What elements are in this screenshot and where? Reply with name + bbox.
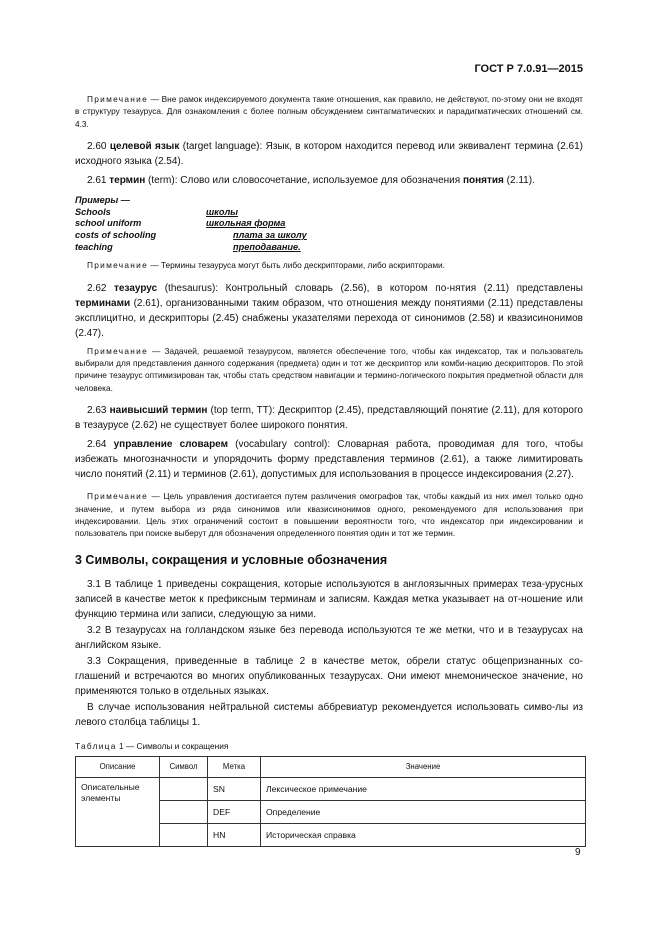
term-definition: (vocabulary control): Словарная работа, проводимая для того, чтобы избежать многозначности и упорядочить форму представления терминов (2.61), а также лимитировать число понятий (2.11) и терминов (2.61), допустимых для использования в процессе индексирования (2.27). (75, 439, 584, 481)
meaning-cell: Лексическое примечание (261, 777, 586, 800)
examples-heading: Примеры — (75, 195, 130, 206)
term-2-64 (75, 437, 583, 482)
note-text: — Цель управления достигается путем различения омографов так, чтобы каждый из них имел только одно значение, и путем выбора из ряда синонимов или квазисинонимов одного, рекомендуемого для использования при индексировании. Цель этих ограничений состоит в повышении вероятности того, что индексатор при индексировании и пользователь при поиске выберут для обозначения определенного понятия один и тот же термин. (75, 491, 583, 539)
term-definition: (top term, TT): Дескриптор (2.45), представляющий понятие (2.11), для которого в тезаурусе (2.62) не существует более широкого понятия. (75, 405, 583, 432)
term-name: целевой язык (109, 141, 180, 153)
symbol-cell (160, 777, 208, 800)
example-ru: школы (206, 206, 238, 217)
term-2-61 (75, 173, 583, 188)
example-en: Schools (75, 206, 111, 217)
note-text: — Задачей, решаемой тезаурусом, является обеспечение того, чтобы как индексатор, так и пользователь выбирали для представления данного содержания (предмета) один и тот же дескриптор или комби-нацию дескрипторов. По этой причине тезаурус оптимизирован так, чтобы стать средством навигации и термино-логического покрытия предметной области для человека. (75, 345, 583, 393)
label-cell: SN (208, 777, 261, 800)
term-2-60 (75, 139, 583, 169)
column-header: Символ (160, 756, 208, 777)
paragraph-neutral: В случае использования нейтральной системы аббревиатур рекомендуется использовать симво-лы из левого столбца таблицы 1. (75, 701, 583, 728)
example-en: teaching (75, 241, 113, 252)
term-name: управление словарем (113, 439, 229, 451)
note-vocabulary-control (75, 490, 583, 540)
table-caption (75, 741, 583, 751)
example-row (75, 242, 583, 254)
example-ru: плата за школу (233, 230, 307, 240)
term-number: 2.61 (87, 175, 107, 187)
note-label: Примечание (87, 491, 149, 502)
page-content (75, 93, 583, 847)
page-number: 9 (575, 847, 581, 858)
note-thesaurus (75, 345, 583, 395)
column-header: Значение (261, 756, 586, 777)
example-en: costs of schooling (75, 230, 157, 240)
term-name: тезаурус (114, 282, 158, 294)
group-cell: Описательные элементы (76, 777, 160, 846)
term-reference: понятия (462, 175, 504, 187)
note-label: Примечание (87, 260, 149, 271)
term-definition-end: (2.11). (503, 175, 535, 187)
note-text: — Термины тезауруса могут быть либо дескрипторами, либо аскрипторами. (148, 260, 445, 271)
term-definition: (thesaurus): Контрольный словарь (2.56), в котором по-нятия (2.11) представлены (157, 282, 583, 294)
example-row (75, 207, 583, 219)
term-number: 2.60 (87, 141, 107, 153)
term-number: 2.62 (87, 282, 107, 294)
term-name: наивысший термин (109, 405, 208, 417)
caption-label: Таблица (75, 740, 117, 751)
caption-text: 1 — Символы и сокращения (116, 740, 229, 751)
label-cell: HN (208, 823, 261, 846)
example-ru: преподавание. (233, 241, 301, 252)
term-definition: (term): Слово или словосочетание, используемое для обозначения (145, 175, 463, 187)
note-relations (75, 93, 583, 130)
paragraph-3-2: 3.2 В тезаурусах на голландском языке без перевода используются те же метки, что и в тезаурусах на английском языке. (75, 624, 583, 651)
document-code: ГОСТ Р 7.0.91—2015 (474, 63, 583, 75)
table-row (76, 777, 586, 800)
example-ru: школьная форма (206, 218, 286, 229)
examples-heading-row (75, 195, 583, 207)
column-header: Метка (208, 756, 261, 777)
term-reference: терминами (75, 297, 131, 309)
meaning-cell: Определение (261, 800, 586, 823)
term-2-63 (75, 403, 583, 433)
column-header: Описание (76, 756, 160, 777)
note-label: Примечание (87, 345, 149, 356)
term-name: термин (109, 175, 146, 187)
paragraph-3-3: 3.3 Сокращения, приведенные в таблице 2 в качестве меток, обрели статус общепризнанных со-глашений и встречаются во многих опубликованных тезаурусах. Они имеют мнемоническое значение, но применяются только в отдельных языках. (75, 655, 583, 697)
symbols-table (75, 756, 586, 847)
example-row (75, 218, 583, 230)
paragraph-3-1: 3.1 В таблице 1 приведены сокращения, которые используются в англоязычных примерах теза-урусных записей в качестве меток к префиксным терминам и записям. Каждая метка указывает на от-ношение или функцию термина или записи, следующую за ними. (75, 578, 583, 620)
symbol-cell (160, 800, 208, 823)
term-definition: (target language): Язык, в котором находится перевод или эквивалент термина (2.61) исходного языка (2.54). (75, 141, 583, 168)
term-definition-end: (2.61), организованными таким образом, что отношения между понятиями (2.11) представлены эксплицитно, и дескрипторы (2.45) снабжены указателями перехода от синонимов (2.58) и квазисинонимов (2.47). (75, 297, 583, 339)
term-number: 2.63 (87, 405, 107, 417)
symbol-cell (160, 823, 208, 846)
table-header-row (76, 756, 586, 777)
meaning-cell: Историческая справка (261, 823, 586, 846)
example-row (75, 230, 583, 242)
note-label: Примечание (87, 94, 149, 104)
examples-block (75, 195, 583, 253)
term-number: 2.64 (87, 439, 107, 451)
note-terms (75, 259, 583, 271)
example-en: school uniform (75, 218, 142, 229)
note-text: — Вне рамок индексируемого документа такие отношения, как правило, не действуют, по-этому они не входят в структуру тезауруса. Для ознакомления с более полным обсуждением синтагматических и парадигматических отношений см. 4.3. (75, 94, 583, 129)
label-cell: DEF (208, 800, 261, 823)
term-2-62 (75, 281, 583, 341)
section-heading: 3 Символы, сокращения и условные обозначения (75, 552, 388, 567)
